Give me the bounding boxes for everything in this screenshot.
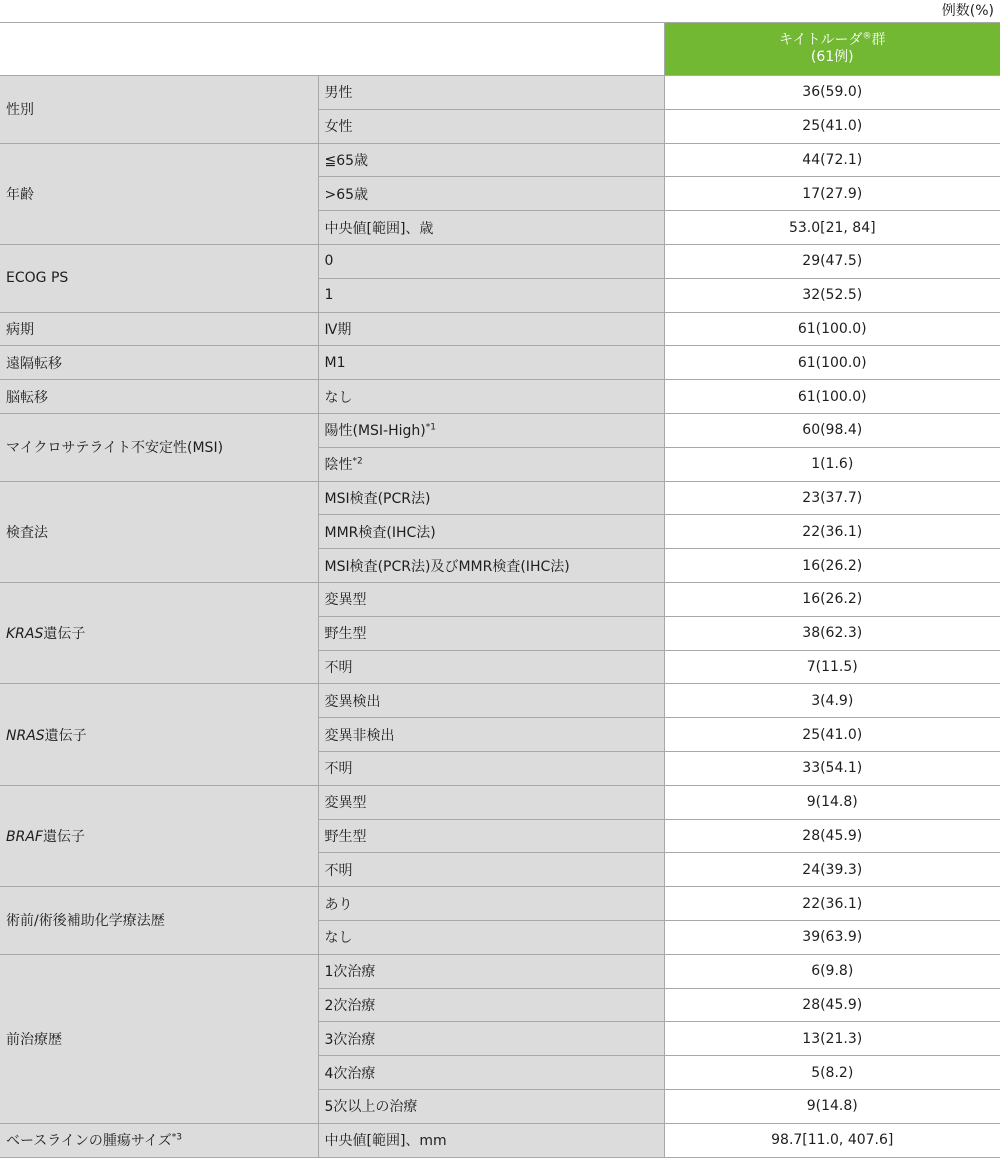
subcategory-cell [318, 1056, 664, 1090]
table-row [0, 481, 1000, 515]
value-cell: 24(39.3) [664, 853, 1000, 887]
category-cell [0, 244, 318, 312]
category-label: 前治療歴 [6, 1031, 62, 1048]
subcategory-label: 中央値[範囲]、歳 [324, 220, 434, 237]
category-cell [0, 684, 318, 785]
subcategory-label: 5次以上の治療 [324, 1099, 418, 1116]
subcategory-cell [318, 244, 664, 278]
value-cell: 9(14.8) [664, 1089, 1000, 1123]
category-label: 遺伝子 [42, 828, 85, 845]
table-header-row [0, 23, 1000, 76]
category-cell [0, 785, 318, 886]
category-cell [0, 380, 318, 414]
category-cell [0, 887, 318, 955]
subcategory-label: 変異型 [324, 795, 367, 812]
value-cell: 32(52.5) [664, 278, 1000, 312]
value-cell: 53.0[21, 84] [664, 211, 1000, 245]
subcategory-label: 不明 [324, 659, 353, 676]
subcategory-cell [318, 549, 664, 583]
category-cell [0, 413, 318, 481]
subcategory-label: 不明 [324, 761, 353, 778]
table-row [0, 380, 1000, 414]
subcategory-label: 2次治療 [324, 997, 376, 1014]
value-cell: 17(27.9) [664, 177, 1000, 211]
category-cell [0, 143, 318, 244]
category-cell [0, 346, 318, 380]
subcategory-label: 0 [324, 253, 334, 270]
table-body [0, 76, 1000, 1158]
value-cell: 28(45.9) [664, 988, 1000, 1022]
category-label: ベースラインの腫瘍サイズ [6, 1133, 172, 1150]
value-cell: 60(98.4) [664, 413, 1000, 447]
subcategory-cell [318, 785, 664, 819]
category-label: 性別 [6, 102, 34, 119]
subcategory-label: 変異検出 [324, 693, 381, 710]
subcategory-label: 1 [324, 287, 334, 304]
category-label: 年齢 [6, 186, 34, 203]
value-cell: 23(37.7) [664, 481, 1000, 515]
table-row [0, 244, 1000, 278]
unit-note: 例数(%) [941, 3, 994, 19]
category-label: 遠隔転移 [6, 355, 62, 372]
subcategory-label: 中央値[範囲]、mm [324, 1133, 447, 1150]
category-label: 脳転移 [6, 389, 48, 406]
category-cell [0, 312, 318, 346]
value-cell: 22(36.1) [664, 515, 1000, 549]
subcategory-label: MSI検査(PCR法)及びMMR検査(IHC法) [324, 558, 570, 575]
header-blank-cell [0, 23, 664, 76]
table-row [0, 954, 1000, 988]
subcategory-cell [318, 380, 664, 414]
gene-name: KRAS [6, 626, 44, 643]
value-cell: 33(54.1) [664, 751, 1000, 785]
subcategory-cell [318, 582, 664, 616]
subcategory-label: 1次治療 [324, 964, 376, 981]
footnote-marker: *1 [425, 422, 436, 433]
category-label: 遺伝子 [44, 727, 87, 744]
table-row [0, 582, 1000, 616]
subcategory-cell [318, 751, 664, 785]
subcategory-cell [318, 819, 664, 853]
footnote-marker: *3 [171, 1132, 182, 1143]
value-cell: 6(9.8) [664, 954, 1000, 988]
subcategory-label: なし [324, 389, 353, 406]
subcategory-cell [318, 853, 664, 887]
category-label: 検査法 [6, 524, 48, 541]
value-cell: 5(8.2) [664, 1056, 1000, 1090]
subcategory-label: 不明 [324, 862, 353, 879]
group-header [664, 23, 1000, 76]
value-cell: 22(36.1) [664, 887, 1000, 921]
subcategory-label: 変異非検出 [324, 727, 395, 744]
subcategory-label: なし [324, 930, 353, 947]
category-cell [0, 76, 318, 144]
category-cell [0, 1123, 318, 1157]
subcategory-cell [318, 515, 664, 549]
category-label: マイクロサテライト不安定性(MSI) [6, 440, 224, 457]
table-row [0, 413, 1000, 447]
subcategory-cell [318, 954, 664, 988]
table-row [0, 346, 1000, 380]
subcategory-label: Ⅳ期 [324, 321, 352, 338]
subcategory-cell [318, 143, 664, 177]
registered-mark: ® [862, 31, 872, 42]
subcategory-label: ≦65歳 [324, 152, 369, 169]
subcategory-label: 4次治療 [324, 1065, 376, 1082]
subcategory-cell [318, 76, 664, 110]
subcategory-label: MSI検査(PCR法) [324, 490, 431, 507]
table-row [0, 143, 1000, 177]
subcategory-cell [318, 616, 664, 650]
value-cell: 61(100.0) [664, 312, 1000, 346]
subcategory-cell [318, 684, 664, 718]
value-cell: 61(100.0) [664, 346, 1000, 380]
category-cell [0, 954, 318, 1123]
subcategory-cell [318, 887, 664, 921]
subcategory-label: 陰性 [324, 457, 353, 474]
table-row [0, 1123, 1000, 1157]
value-cell: 98.7[11.0, 407.6] [664, 1123, 1000, 1157]
category-label: ECOG PS [6, 270, 69, 287]
subcategory-label: 変異型 [324, 592, 367, 609]
footnote-marker: *2 [352, 456, 363, 467]
subcategory-cell [318, 413, 664, 447]
subcategory-cell [318, 109, 664, 143]
gene-name: BRAF [6, 828, 43, 845]
subcategory-label: 3次治療 [324, 1031, 376, 1048]
subcategory-label: 野生型 [324, 626, 367, 643]
table-row [0, 887, 1000, 921]
subcategory-cell [318, 920, 664, 954]
value-cell: 44(72.1) [664, 143, 1000, 177]
group-name: キイトルーダ [779, 32, 863, 48]
subcategory-cell [318, 278, 664, 312]
subcategory-cell [318, 346, 664, 380]
value-cell: 9(14.8) [664, 785, 1000, 819]
value-cell: 39(63.9) [664, 920, 1000, 954]
value-cell: 25(41.0) [664, 109, 1000, 143]
value-cell: 3(4.9) [664, 684, 1000, 718]
category-label: 病期 [6, 321, 34, 338]
subcategory-cell [318, 1123, 664, 1157]
value-cell: 38(62.3) [664, 616, 1000, 650]
subcategory-cell [318, 650, 664, 684]
category-label: 術前/術後補助化学療法歴 [6, 913, 165, 930]
table-row [0, 312, 1000, 346]
subcategory-label: あり [324, 896, 353, 913]
group-suffix: 群 [871, 32, 886, 48]
table-row [0, 684, 1000, 718]
category-cell [0, 481, 318, 582]
value-cell: 13(21.3) [664, 1022, 1000, 1056]
subcategory-cell [318, 718, 664, 752]
value-cell: 36(59.0) [664, 76, 1000, 110]
subcategory-cell [318, 447, 664, 481]
subcategory-cell [318, 481, 664, 515]
category-label: 遺伝子 [43, 626, 86, 643]
table-row [0, 76, 1000, 110]
group-n: (61例) [810, 49, 854, 65]
value-cell: 28(45.9) [664, 819, 1000, 853]
subcategory-label: 男性 [324, 85, 353, 102]
subcategory-label: 女性 [324, 119, 353, 136]
gene-name: NRAS [6, 727, 45, 744]
subcategory-label: >65歳 [324, 186, 369, 203]
subcategory-cell [318, 988, 664, 1022]
value-cell: 16(26.2) [664, 582, 1000, 616]
value-cell: 16(26.2) [664, 549, 1000, 583]
subcategory-label: 野生型 [324, 828, 367, 845]
subcategory-cell [318, 211, 664, 245]
subcategory-cell [318, 1022, 664, 1056]
table-row [0, 785, 1000, 819]
subcategory-label: 陽性(MSI-High) [324, 423, 426, 440]
subcategory-cell [318, 312, 664, 346]
patient-characteristics-table [0, 22, 1000, 1158]
subcategory-label: MMR検査(IHC法) [324, 524, 436, 541]
value-cell: 29(47.5) [664, 244, 1000, 278]
subcategory-cell [318, 177, 664, 211]
value-cell: 1(1.6) [664, 447, 1000, 481]
subcategory-label: M1 [324, 354, 346, 371]
subcategory-cell [318, 1089, 664, 1123]
value-cell: 7(11.5) [664, 650, 1000, 684]
value-cell: 25(41.0) [664, 718, 1000, 752]
category-cell [0, 582, 318, 683]
value-cell: 61(100.0) [664, 380, 1000, 414]
